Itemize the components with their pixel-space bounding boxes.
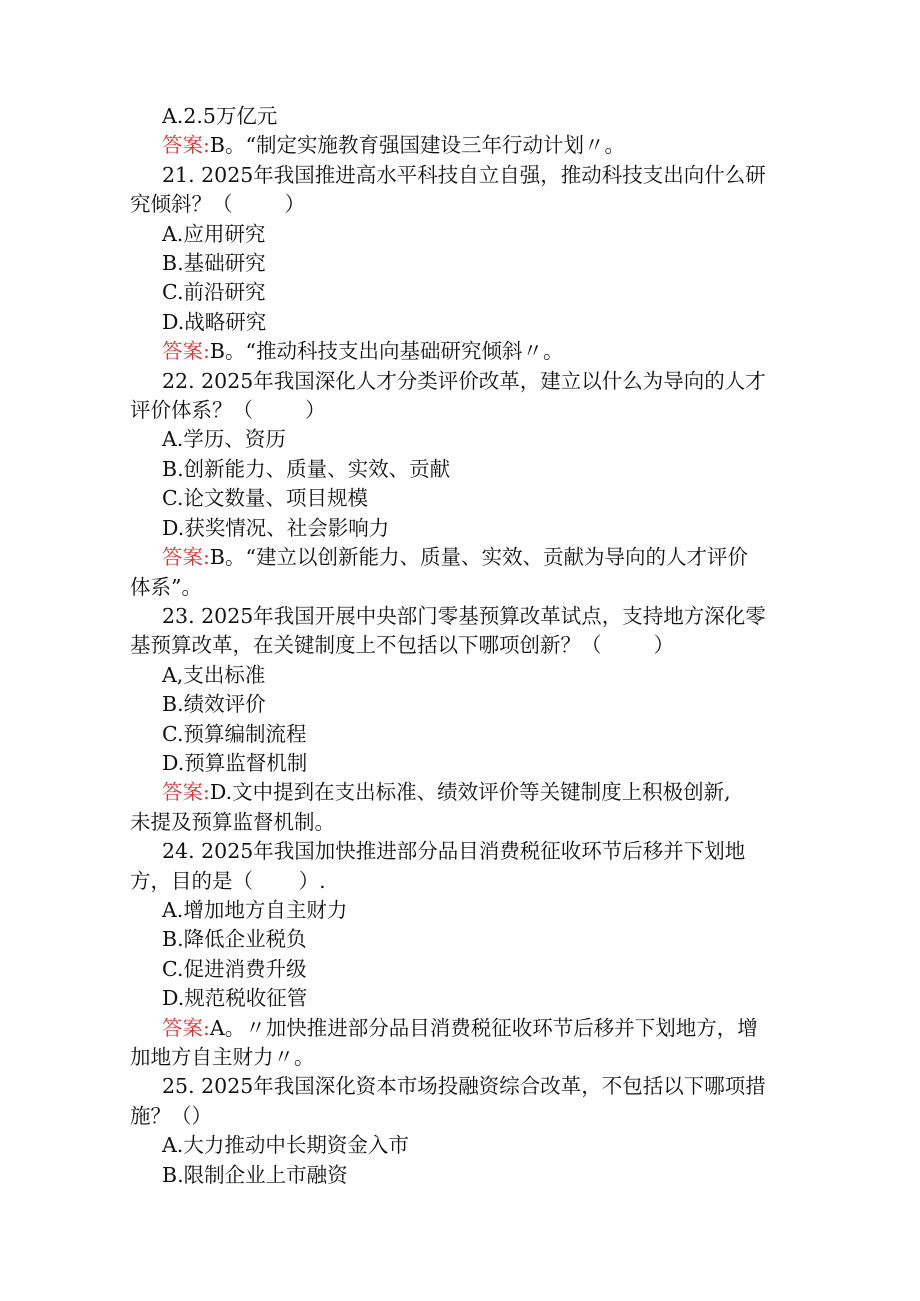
answer-label: 答案: [162, 1015, 210, 1040]
answer-option [130, 661, 795, 690]
document-body [130, 102, 795, 1190]
line-text: C.预算编制流程 [162, 721, 307, 746]
line-text: A,支出标准 [162, 662, 266, 687]
line-text: 21. 2025年我国推进高水平科技自立自强，推动科技支出向什么研 [162, 162, 766, 187]
line-text: D.获奖情况、社会影响力 [162, 515, 390, 540]
line-text: 方，目的是（ ）. [130, 868, 326, 893]
line-text: B.基础研究 [162, 251, 266, 276]
line-text: A.应用研究 [162, 221, 266, 246]
continuation-text [130, 867, 795, 896]
line-text: A.学历、资历 [162, 427, 286, 452]
line-text: A。〃加快推进部分品目消费税征收环节后移并下划地方，增 [209, 1015, 758, 1040]
line-text: B.限制企业上市融资 [162, 1162, 348, 1187]
answer-option [130, 720, 795, 749]
continuation-text [130, 1102, 795, 1131]
answer-option [130, 278, 795, 307]
answer-option [130, 455, 795, 484]
question-text [130, 602, 795, 631]
continuation-text [130, 190, 795, 219]
line-text: D.预算监督机制 [162, 750, 308, 775]
answer-option [130, 1131, 795, 1160]
line-text: 22. 2025年我国深化人才分类评价改革，建立以什么为导向的人才 [162, 368, 766, 393]
answer-option [130, 925, 795, 954]
answer-line [130, 778, 795, 807]
answer-line [130, 131, 795, 160]
answer-option [130, 514, 795, 543]
line-text: B.降低企业税负 [162, 927, 307, 952]
answer-label: 答案: [162, 133, 210, 158]
line-text: B。“推动科技支出向基础研究倾斜〃。 [209, 339, 564, 364]
line-text: B。“建立以创新能力、质量、实效、贡献为导向的人才评价 [209, 545, 748, 570]
answer-option [130, 690, 795, 719]
question-text [130, 367, 795, 396]
line-text: C.促进消费升级 [162, 956, 307, 981]
answer-label: 答案: [162, 780, 210, 805]
line-text: 评价体系？（ ） [130, 398, 326, 423]
line-text: 究倾斜？（ ） [130, 192, 306, 217]
answer-line [130, 337, 795, 366]
line-text: 加地方自主财力〃。 [130, 1045, 315, 1069]
line-text: 24. 2025年我国加快推进部分品目消费税征收环节后移并下划地 [162, 839, 746, 864]
line-text: B.创新能力、质量、实效、贡献 [162, 456, 451, 481]
answer-option [130, 249, 795, 278]
continuation-text [130, 573, 795, 602]
continuation-text [130, 808, 795, 837]
line-text: 基预算改革，在关键制度上不包括以下哪项创新？（ ） [130, 633, 675, 658]
line-text: A.增加地方自主财力 [162, 897, 348, 922]
continuation-text [130, 1043, 795, 1072]
line-text: A.大力推动中长期资金入市 [162, 1133, 409, 1158]
answer-option [130, 308, 795, 337]
continuation-text [130, 396, 795, 425]
continuation-text [130, 631, 795, 660]
answer-option [130, 955, 795, 984]
question-text [130, 1072, 795, 1101]
line-text: C.前沿研究 [162, 280, 266, 305]
line-text: C.论文数量、项目规模 [162, 486, 368, 511]
answer-option [130, 1161, 795, 1190]
answer-label: 答案: [162, 545, 210, 570]
line-text: 体系”。 [130, 574, 202, 599]
answer-option [130, 896, 795, 925]
answer-option [130, 984, 795, 1013]
line-text: D.战略研究 [162, 309, 267, 334]
question-text [130, 837, 795, 866]
answer-line [130, 1014, 795, 1043]
line-text: 25. 2025年我国深化资本市场投融资综合改革，不包括以下哪项措 [162, 1074, 766, 1099]
line-text: 未提及预算监督机制。 [130, 809, 335, 834]
line-text: 施？（） [130, 1103, 212, 1128]
answer-option [130, 220, 795, 249]
answer-label: 答案: [162, 339, 210, 364]
answer-option [130, 484, 795, 513]
answer-option [130, 749, 795, 778]
line-text: D.文中提到在支出标准、绩效评价等关键制度上积极创新, [209, 780, 731, 805]
answer-option [130, 425, 795, 454]
line-text: 23. 2025年我国开展中央部门零基预算改革试点，支持地方深化零 [162, 603, 766, 628]
answer-option [130, 102, 795, 131]
line-text: A.2.5万亿元 [162, 104, 278, 128]
question-text [130, 161, 795, 190]
line-text: B。“制定实施教育强国建设三年行动计划〃。 [209, 133, 625, 158]
answer-line [130, 543, 795, 572]
line-text: B.绩效评价 [162, 692, 266, 717]
line-text: D.规范税收征管 [162, 986, 308, 1011]
